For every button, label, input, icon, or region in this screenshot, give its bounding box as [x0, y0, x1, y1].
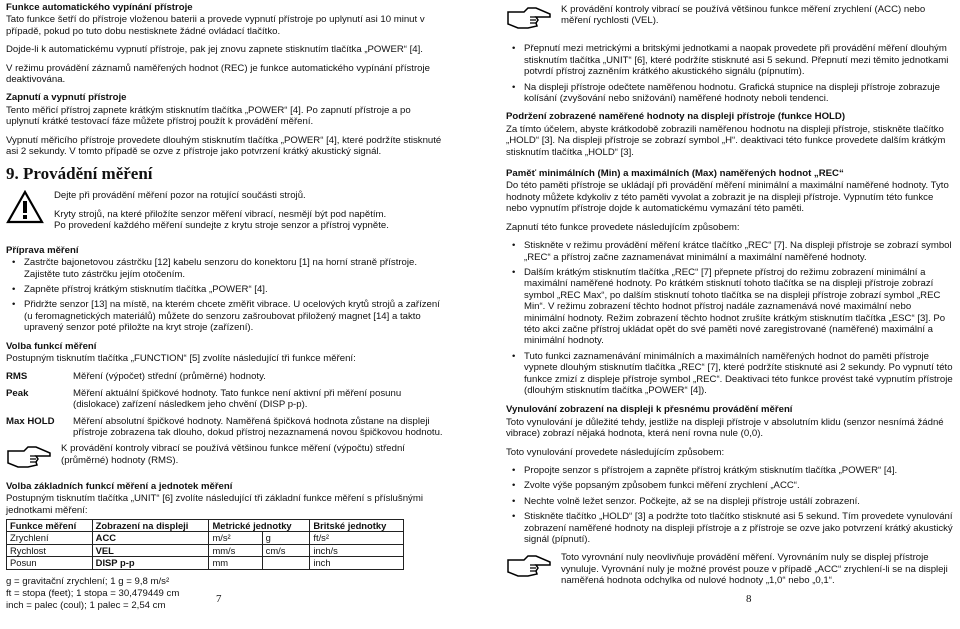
table-cell: Posun	[7, 557, 93, 569]
paragraph: Do této paměti přístroje se ukládají při provádění měření minimální a maximální naměřené hodnoty. Tyto hodnoty můžete kdykoliv z této paměti vyvolat a zobrazit je na displeji přístroje. Vypnutím této funkce nebo vypnutím přístroje dojde k automatickému vymazání této paměti.	[506, 180, 949, 215]
warning-icon	[6, 190, 54, 238]
definition-row	[6, 388, 446, 411]
list-item: • Přepnutí mezi metrickými a britskými jednotkami a naopak provedete při provádění měření dlouhým stisknutím tlačítka „UNIT“ [6], které podržíte stisknuté asi 5 sekund. Přepnutí mezi těmito jednotkami potvrdí přístroj zazněním krátkého akustického signálu (pípnutím).	[506, 43, 954, 77]
warning-text: Dejte při provádění měření pozor na rotující součásti strojů.	[54, 190, 306, 202]
pointing-hand-icon	[506, 552, 561, 586]
units-list	[506, 43, 954, 104]
list-item: • Stiskněte v režimu provádění měření krátce tlačítko „REC“ [7]. Na displeji přístroje se zobrazí symbol „REC“ a přístroj začne zaznamenávat minimální a maximální naměřené hodnoty.	[506, 240, 954, 263]
paragraph: Dojde-li k automatickému vypnutí přístroje, pak jej znovu zapnete stisknutím tlačítka „POWER“ [4].	[6, 44, 423, 56]
heading-zero: Vynulování zobrazení na displeji k přesnému provádění měření	[506, 404, 793, 416]
table-cell: g	[262, 532, 310, 544]
table-cell: Rychlost	[7, 544, 93, 556]
definition-desc: Měření (výpočet) střední (průměrné) hodnoty.	[73, 371, 266, 383]
rec-list	[506, 240, 954, 396]
table-cell: inch/s	[310, 544, 404, 556]
heading-on-off: Zapnutí a vypnutí přístroje	[6, 92, 127, 104]
note-block	[6, 443, 446, 472]
table-cell: ft/s²	[310, 532, 404, 544]
definition-desc: Měření aktuální špičkové hodnoty. Tato funkce není aktivní při měření posunu (dislokace) zařízení následkem jeho chvění (DISP p-p).	[73, 387, 402, 411]
table-cell: m/s²	[209, 532, 262, 544]
table-cell: ACC	[92, 532, 209, 544]
heading-units: Volba základních funkcí měření a jednotek měření	[6, 480, 233, 492]
table-row	[7, 544, 404, 556]
units-table	[6, 519, 404, 570]
note-text: Toto vyrovnání nuly neovlivňuje provádění měření. Vyrovnáním nuly se displej přístroje vynuluje. Vyrovnání nuly je možné provést pouze v případě „ACC“ zrychlení-li se na displeji naměřená hodnota odchylka od nulové hodnoty „1,0“ nebo „0,1“.	[561, 552, 948, 587]
paragraph: Postupným tisknutím tlačítka „FUNCTION“ [5] zvolíte následující tři funkce měření:	[6, 352, 356, 364]
definition-row	[6, 371, 446, 382]
table-cell: DISP p-p	[92, 557, 209, 569]
prep-list	[6, 257, 446, 333]
zero-list	[506, 465, 954, 545]
note-block	[506, 552, 954, 586]
heading-auto-off: Funkce automatického vypínání přístroje	[6, 2, 193, 13]
left-page	[6, 2, 446, 613]
list-item: • Zastrčte bajonetovou zástrčku [12] kabelu senzoru do konektoru [1] na horní straně přístroje. Zajistěte tuto zástrčku jejím otočením.	[6, 257, 446, 280]
heading-functions: Volba funkcí měření	[6, 340, 97, 352]
table-cell	[262, 557, 310, 569]
table-row	[7, 532, 404, 544]
list-item: • Zapněte přístroj krátkým stisknutím tlačítka „POWER“ [4].	[6, 284, 446, 295]
table-header: Funkce měření	[7, 520, 93, 532]
definition-row	[6, 416, 446, 439]
table-cell: mm	[209, 557, 262, 569]
definition-term: Peak	[6, 387, 29, 399]
list-item: • Zvolte výše popsaným způsobem funkci měření zrychlení „ACC“.	[506, 480, 954, 491]
warning-text: Kryty strojů, na které přiložíte senzor měření vibrací, nesmějí být pod napětím.	[54, 208, 387, 220]
paragraph: Tato funkce šetří do přístroje vloženou baterii a provede vypnutí přístroje po uplynutí asi 10 minut v případě, pokud po tuto dobu nestisknete žádné ovládací tlačítko.	[6, 14, 425, 37]
list-item: • Tuto funkci zaznamenávání minimálních a maximálních naměřených hodnot do paměti přístroje vypnete dlouhým stisknutím tlačítka „REC“ [7], které podržíte stisknuté asi 2 sekundy. Po vypnutí této funkce zmizí z displeje přístroje symbol „REC“. Deaktivaci této funkce provést také vypnutím přístroje (dlouhým stisknutím tlačítka „POWER“ [4]).	[506, 351, 954, 397]
note-text: K provádění kontroly vibrací se používá většinou funkce měření (výpočtu) střední (průměrné) hodnoty (RMS).	[61, 443, 405, 466]
paragraph: Za tímto účelem, abyste krátkodobě zobrazili naměřenou hodnotu na displeji přístroje, stiskněte tlačítko „HOLD“ [3]. Na displeji přístroje se zobrazí symbol „H“. deaktivaci této funkce provedete dalším krátkým stisknutím tlačítka „HOLD“ [3].	[506, 123, 946, 158]
pointing-hand-icon	[6, 443, 61, 472]
heading-hold: Podržení zobrazené naměřené hodnoty na displeji přístroje (funkce HOLD)	[506, 111, 846, 123]
list-item: • Na displeji přístroje odečtete naměřenou hodnotu. Grafická stupnice na displeji přístroje zobrazuje kolísání (zvyšování nebo snižování) naměřené hodnoty neboli tendenci.	[506, 82, 954, 105]
table-header-row	[7, 520, 404, 532]
page-number: 7	[216, 593, 222, 605]
unit-notes	[6, 576, 446, 612]
list-item: • Přidržte senzor [13] na místě, na kterém chcete změřit vibrace. U ocelových krytů strojů a zařízení (u feromagnetických materiálů) můžete do senzoru zašroubovat přiložený magnet [14] a takto upravený senzor poté přiložte na kryt stroje (zařízení).	[6, 299, 446, 333]
note-text: K provádění kontroly vibrací se používá většinou funkce měření zrychlení (ACC) nebo měření rychlosti (VEL).	[561, 4, 926, 27]
paragraph: Toto vynulování provedete následujícím způsobem:	[506, 446, 725, 458]
paragraph: Toto vynulování je důležité tehdy, jestliže na displeji přístroje v absolutním klidu (senzor nesnímá žádné vibrace) zobrazí nějaká hodnota, která není rovna nule (0,0).	[506, 416, 944, 440]
right-page	[506, 2, 954, 595]
definition-term: RMS	[6, 371, 28, 383]
pointing-hand-icon	[506, 4, 561, 33]
table-header: Zobrazení na displeji	[92, 520, 209, 532]
table-header: Metrické jednotky	[209, 520, 310, 532]
table-cell: Zrychlení	[7, 532, 93, 544]
section-title: 9. Provádění měření	[6, 164, 153, 184]
heading-rec: Paměť minimálních (Min) a maximálních (Max) naměřených hodnot „REC“	[506, 168, 844, 180]
list-item: • Propojte senzor s přístrojem a zapněte přístroj krátkým stisknutím tlačítka „POWER“ [4].	[506, 465, 954, 476]
table-row	[7, 557, 404, 569]
definition-desc: Měření absolutní špičkové hodnoty. Naměřená špičková hodnota zůstane na displeji přístroje zobrazena tak dlouho, dokud přístroj nezaznamená novou špičkovou hodnotu.	[73, 415, 443, 438]
table-cell: VEL	[92, 544, 209, 556]
table-header: Britské jednotky	[310, 520, 404, 532]
table-cell: inch	[310, 557, 404, 569]
note-block	[506, 4, 954, 33]
paragraph: Zapnutí této funkce provedete následujícím způsobem:	[506, 221, 740, 233]
note-line: ft = stopa (feet); 1 stopa = 30,479449 cm	[6, 588, 180, 600]
paragraph: Vypnutí měřicího přístroje provedete dlouhým stisknutím tlačítka „POWER“ [4], které podržíte stisknuté asi 2 sekundy. V tomto případě se ozve z přístroje jako potvrzení krátký akustický signál.	[6, 134, 442, 158]
page-number: 8	[746, 593, 752, 605]
list-item: • Stiskněte tlačítko „HOLD“ [3] a podržte toto tlačítko stisknuté asi 5 sekund. Tím provedete vynulování zobrazení naměřené hodnoty na displeji přístroje a z přístroje se ozve jako potvrzení krátký akustický signál (pípnutí).	[506, 511, 954, 545]
paragraph: Postupným tisknutím tlačítka „UNIT“ [6] zvolíte následující tři základní funkce měření s příslušnými jednotkami měření:	[6, 493, 423, 516]
warning-block	[6, 190, 446, 238]
definition-term: Max HOLD	[6, 415, 55, 427]
list-item: • Nechte volně ležet senzor. Počkejte, až se na displeji přístroje ustálí zobrazení.	[506, 496, 954, 507]
table-cell: cm/s	[262, 544, 310, 556]
note-line: inch = palec (coul); 1 palec = 2,54 cm	[6, 600, 166, 612]
table-cell: mm/s	[209, 544, 262, 556]
paragraph: V režimu provádění záznamů naměřených hodnot (REC) je funkce automatického vypínání přístroje deaktivována.	[6, 62, 430, 86]
list-item: • Dalším krátkým stisknutím tlačítka „REC“ [7] přepnete přístroj do režimu zobrazení minimální a maximální naměřené hodnoty. Po krátkém stisknutí tohoto tlačítka se na displeji přístroje zobrazí symbol „REC Max“, po dalším stisknutí tohoto tlačítka se na displeji přístroje zobrazí symbol „REC Min“. V režimu zobrazení těchto hodnot přístroj nadále zaznamenává nové maximální nebo minimální hodnoty. Režim zobrazení těchto hodnot zrušíte krátkým stisknutím tlačítka „ESC“ [3]. Po této akci začne přístroj ukládat opět do své paměti nové zaregistrované (naměřené) maximální a minimální hodnoty.	[506, 267, 954, 347]
paragraph: Tento měřicí přístroj zapnete krátkým stisknutím tlačítka „POWER“ [4]. Po zapnutí přístroje a po uplynutí krátké testovací fáze můžete přístroj použít k provádění měření.	[6, 104, 411, 128]
heading-prep: Příprava měření	[6, 244, 79, 256]
note-line: g = gravitační zrychlení; 1 g = 9,8 m/s²	[6, 575, 170, 587]
warning-text: Po provedení každého měření sundejte z krytu stroje senzor a přístroj vypněte.	[54, 220, 389, 232]
